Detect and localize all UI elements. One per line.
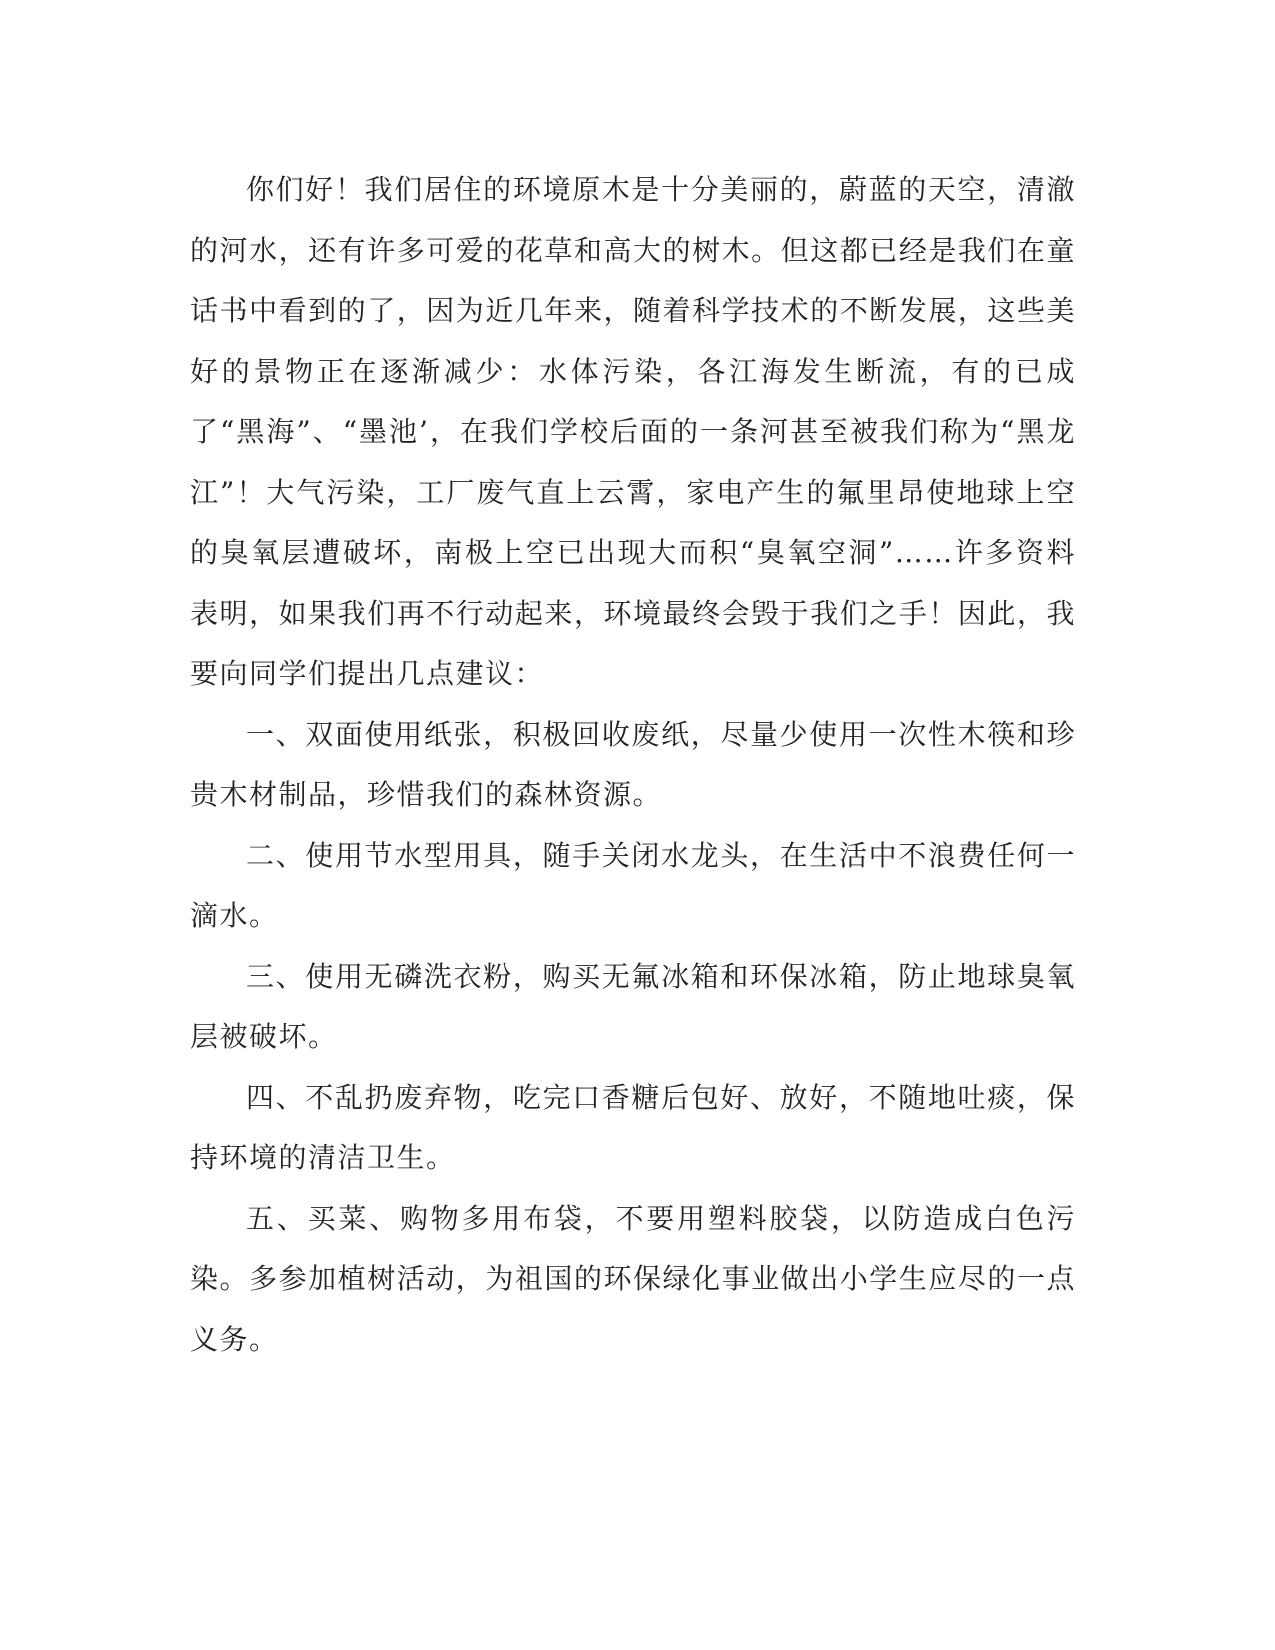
suggestion-paragraph-5: 五、买菜、购物多用布袋，不要用塑料胶袋，以防造成白色污染。多参加植树活动，为祖国的环保绿化事业做出小学生应尽的一点义务。 xyxy=(190,1201,1076,1356)
suggestion-paragraph-4: 四、不乱扔废弃物，吃完口香糖后包好、放好，不随地吐痰，保持环境的清洁卫生。 xyxy=(190,1080,1076,1174)
intro-paragraph: 你们好！我们居住的环境原木是十分美丽的，蔚蓝的天空，清澈的河水，还有许多可爱的花草和高大的树木。但这都已经是我们在童话书中看到的了，因为近几年来，随着科学技术的不断发展，这些美好的景物正在逐渐减少：水体污染，各江海发生断流，有的已成了“黑海”、“墨池’，在我们学校后面的一条河甚至被我们称为“黑龙江”！大气污染，工厂废气直上云霄，家电产生的氟里昂使地球上空的臭氧层遭破坏，南极上空已出现大而积“臭氧空洞”……许多资料表明，如果我们再不行动起来，环境最终会毁于我们之手！因此，我要向同学们提出几点建议： xyxy=(190,173,1076,690)
suggestion-paragraph-3: 三、使用无磷洗衣粉，购买无氟冰箱和环保冰箱，防止地球臭氧层被破坏。 xyxy=(190,959,1076,1053)
document-body xyxy=(190,160,1076,1370)
suggestion-paragraph-2: 二、使用节水型用具，随手关闭水龙头，在生活中不浪费任何一滴水。 xyxy=(190,838,1076,932)
suggestion-paragraph-1: 一、双面使用纸张，积极回收废纸，尽量少使用一次性木筷和珍贵木材制品，珍惜我们的森林资源。 xyxy=(190,717,1076,811)
